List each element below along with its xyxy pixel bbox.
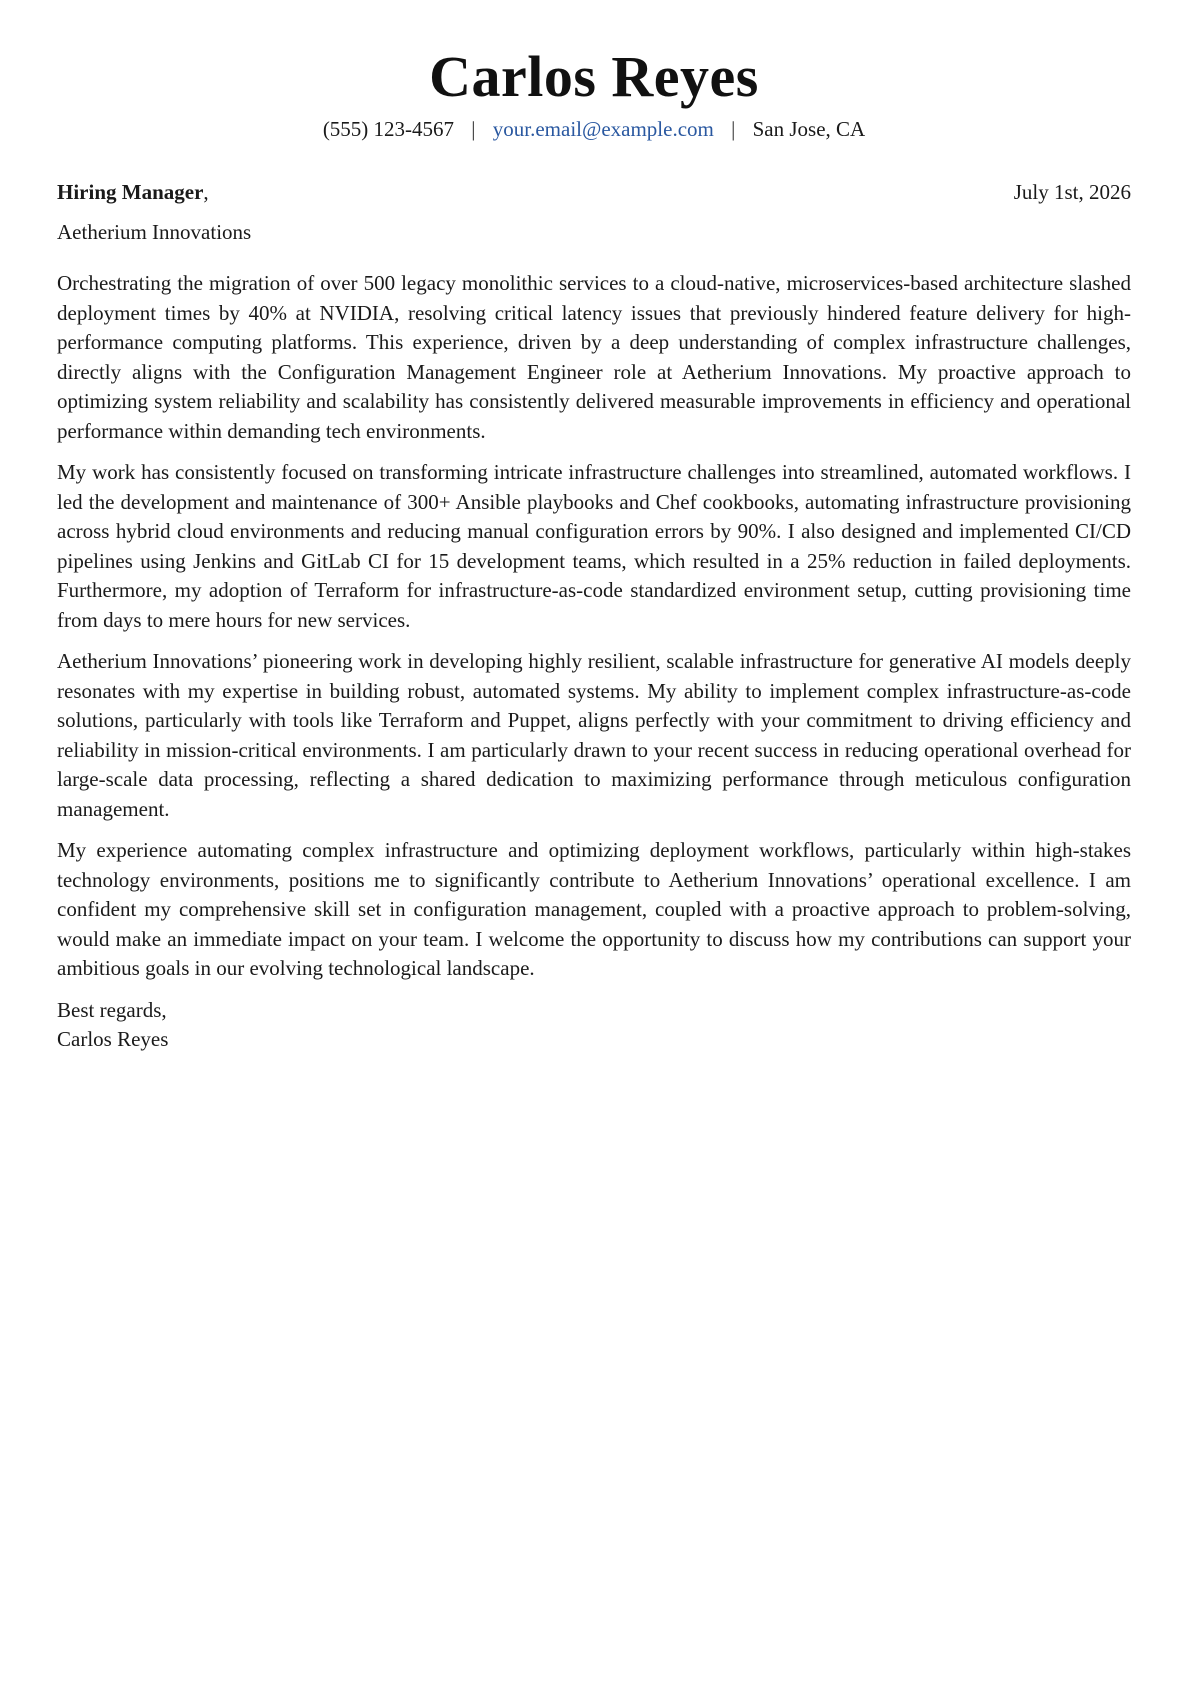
body-paragraph: Aetherium Innovations’ pioneering work in developing highly resilient, scalable infrastructure for generative AI models deeply resonates with my expertise in building robust, automated systems. My ability to implement complex infrastructure-as-code solutions, particularly with tools like Terraform and Puppet, aligns perfectly with your commitment to driving efficiency and reliability in mission-critical environments. I am particularly drawn to your recent success in reducing operational overhead for large-scale data processing, reflecting a shared dedication to maximizing performance through meticulous configuration management. <box>57 649 1131 821</box>
phone-number: (555) 123-4567 <box>322 117 455 141</box>
body-paragraph: Orchestrating the migration of over 500 legacy monolithic services to a cloud-native, microservices-based architecture slashed deployment times by 40% at NVIDIA, resolving critical latency issues that previously hindered feature delivery for high-performance computing platforms. This experience, driven by a deep understanding of complex infrastructure challenges, directly aligns with the Configuration Management Engineer role at Aetherium Innovations. My proactive approach to optimizing system reliability and scalability has consistently delivered measurable improvements in efficiency and operational performance within demanding tech environments. <box>57 271 1131 443</box>
letter-body <box>57 269 1131 984</box>
recipient-company: Aetherium Innovations <box>57 220 252 244</box>
body-paragraph: My experience automating complex infrastructure and optimizing deployment workflows, particularly within high-stakes technology environments, positions me to significantly contribute to Aetherium Innovations’ operational excellence. I am confident my comprehensive skill set in configuration management, coupled with a proactive approach to problem-solving, would make an immediate impact on your team. I welcome the opportunity to discuss how my contributions can support your ambitious goals in our evolving technological landscape. <box>57 838 1131 980</box>
recipient-comma: , <box>203 180 209 204</box>
contact-separator: | <box>731 117 736 141</box>
email-link[interactable]: your.email@example.com <box>492 117 714 141</box>
cover-letter-page <box>57 0 1131 1055</box>
body-paragraph: My work has consistently focused on transforming intricate infrastructure challenges into streamlined, automated workflows. I led the development and maintenance of 300+ Ansible playbooks and Chef cookbooks, automating infrastructure provisioning across hybrid cloud environments and reducing manual configuration errors by 90%. I also designed and implemented CI/CD pipelines using Jenkins and GitLab CI for 15 development teams, which resulted in a 25% reduction in failed deployments. Furthermore, my adoption of Terraform for infrastructure-as-code standardized environment setup, cutting provisioning time from days to mere hours for new services. <box>57 460 1131 632</box>
closing-salutation: Best regards, <box>57 997 167 1022</box>
letter-date: July 1st, 2026 <box>1013 180 1131 204</box>
letter-closing <box>57 996 1131 1055</box>
signature-name: Carlos Reyes <box>57 1027 169 1051</box>
contact-line <box>57 114 1131 144</box>
contact-separator: | <box>471 117 476 141</box>
location: San Jose, CA <box>752 117 866 141</box>
recipient-greeting <box>57 177 209 207</box>
recipient-row <box>57 177 1131 207</box>
recipient-name: Hiring Manager <box>57 180 204 204</box>
applicant-name: Carlos Reyes <box>429 44 759 109</box>
